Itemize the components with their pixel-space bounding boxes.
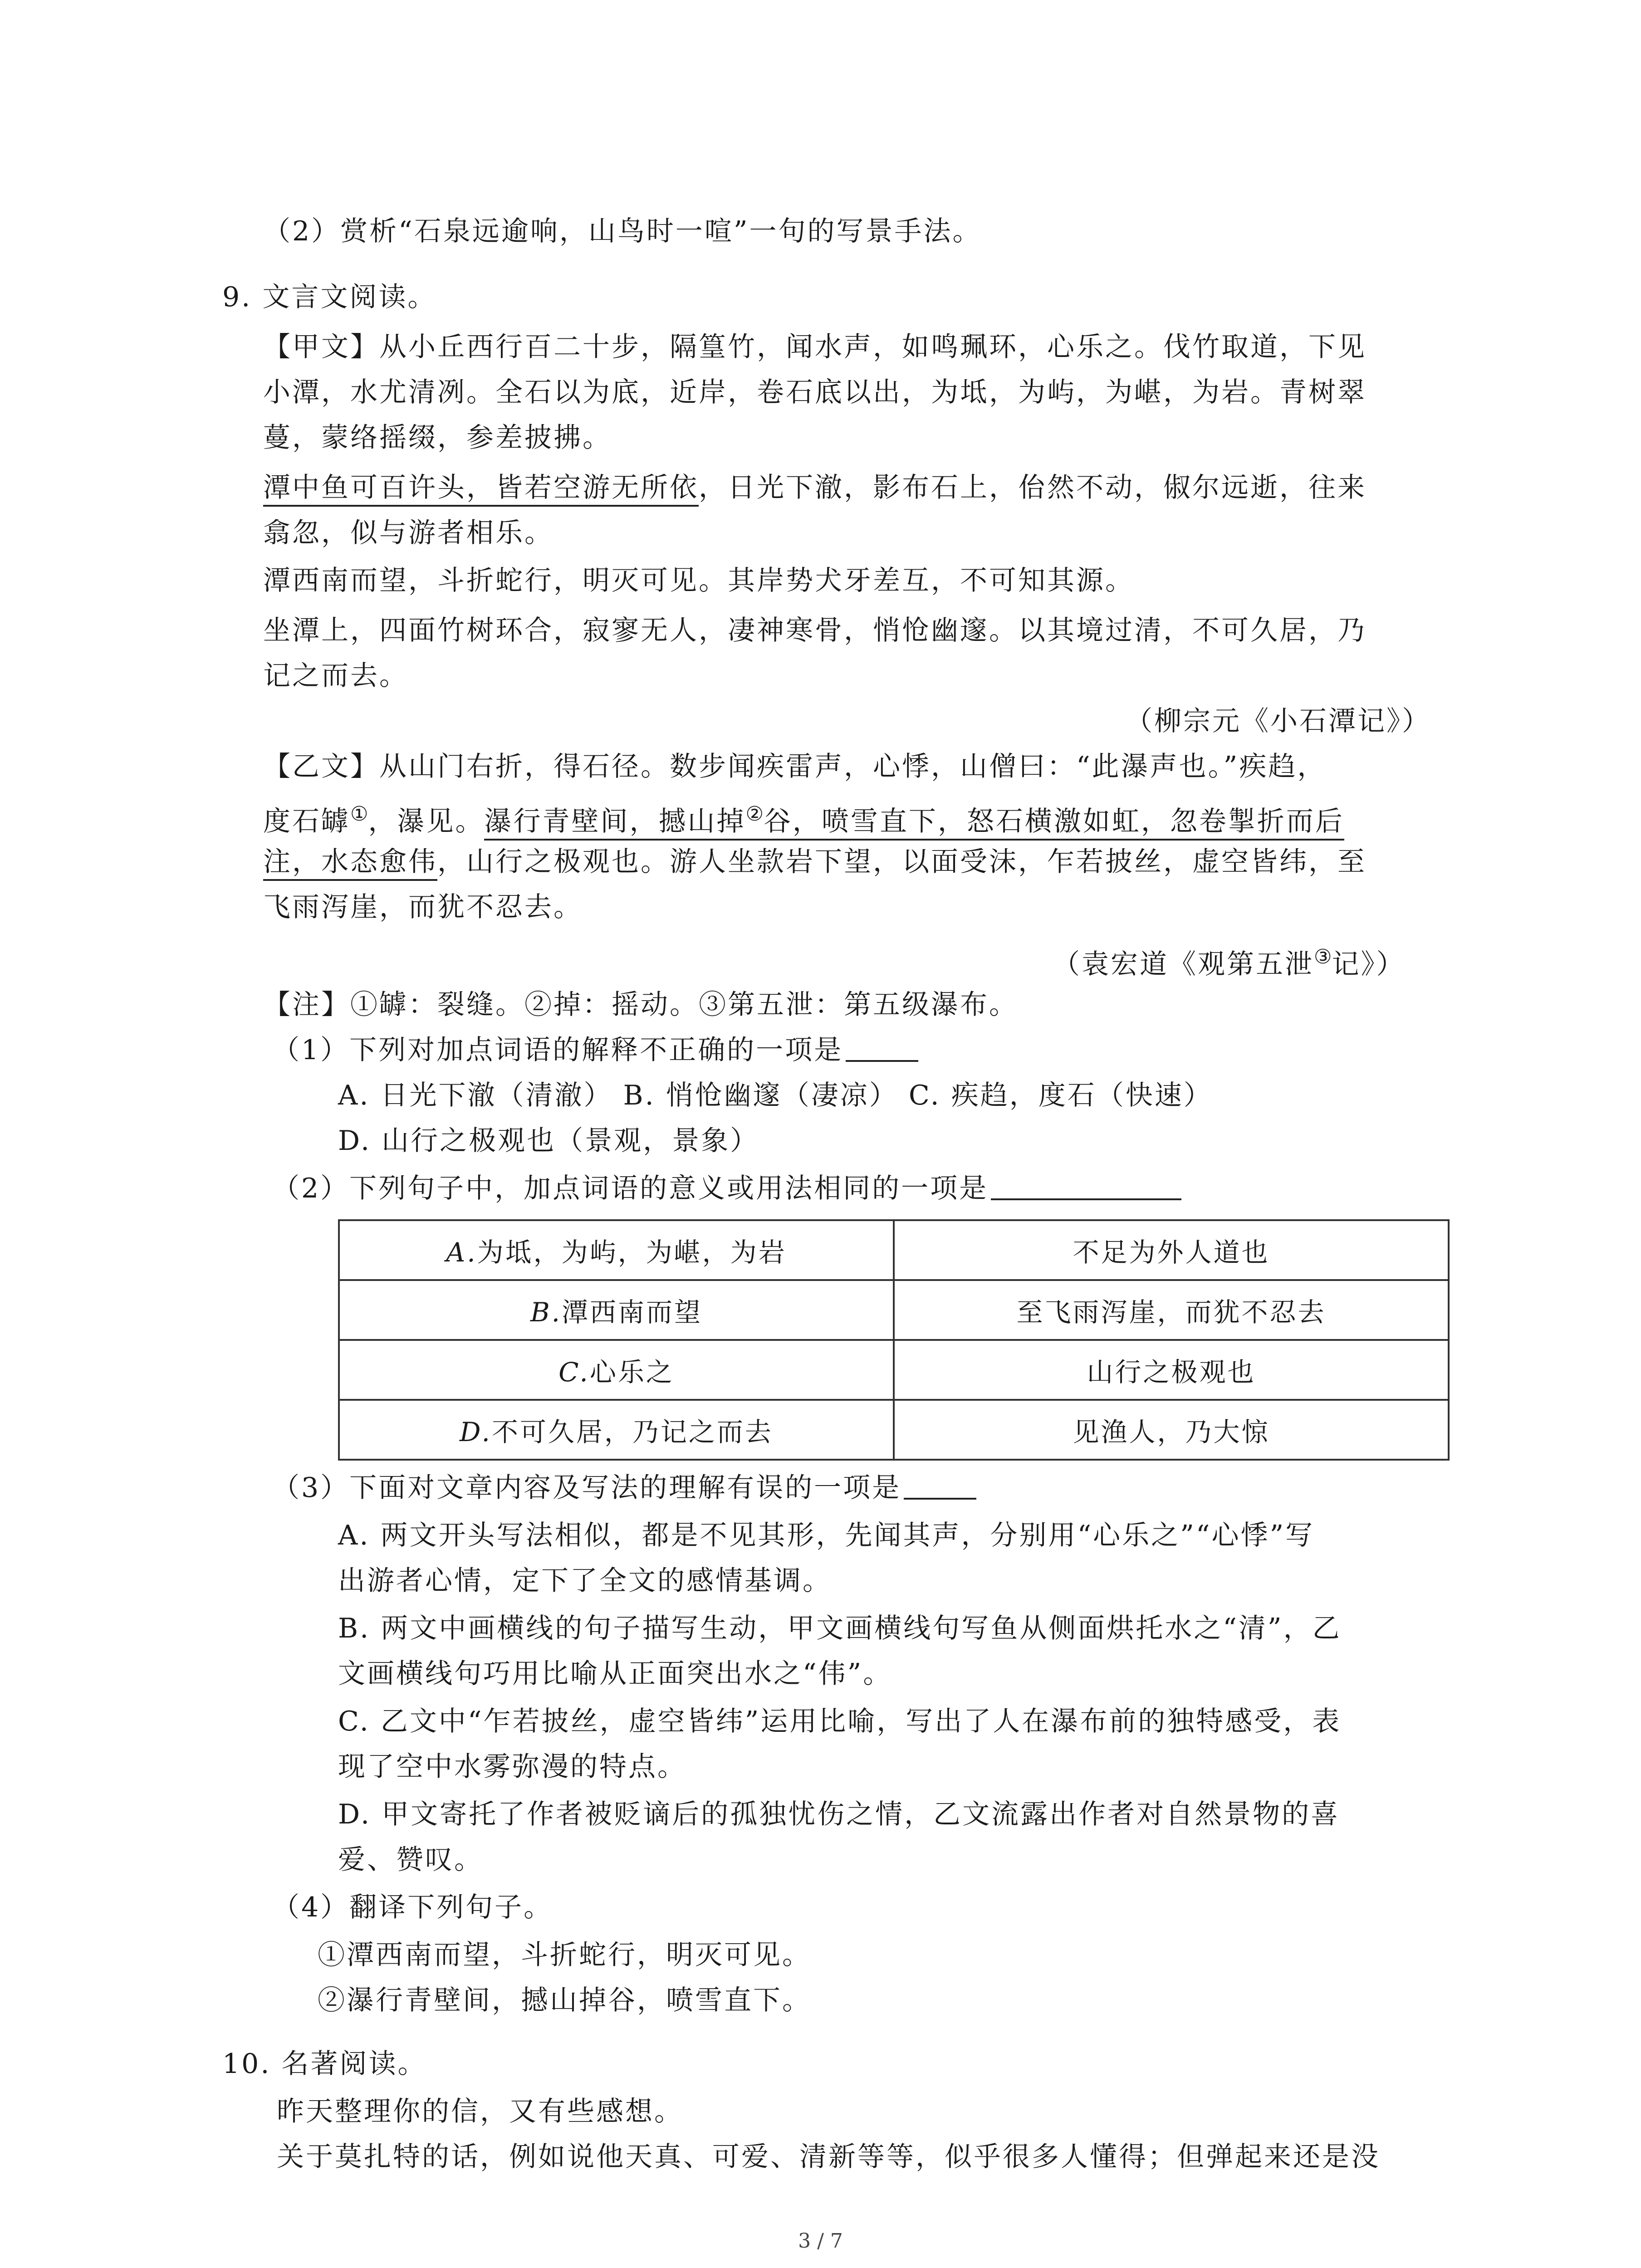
jia-line-5: 坐潭上，四面竹树环合，寂寥无人，凄神寒骨，悄怆幽邃。以其境过清，不可久居，乃	[263, 615, 1367, 646]
sub4-sentence-2: ②瀑行青壁间，撼山掉谷，喷雪直下。	[318, 1984, 811, 2016]
jia-line-4: 潭西南而望，斗折蛇行，明灭可见。其岸势犬牙差互，不可知其源。	[263, 565, 1134, 596]
sub1-options-1: A. 日光下澈（清澈） B. 悄怆幽邃（凄凉） C. 疾趋，度石（快速）	[338, 1080, 1213, 1111]
jia-underlined-sentence: 潭中鱼可百许头，皆若空游无所依	[263, 472, 699, 507]
yi-line-2	[263, 796, 1344, 840]
table-cell-left: B.潭西南而望	[339, 1280, 894, 1340]
note-marker-3: ③	[1314, 945, 1332, 968]
note-marker-2: ②	[745, 802, 764, 826]
jia-source: （柳宗元《小石潭记》）	[1125, 705, 1431, 737]
yi-line3-rest: ，山行之极观也。游人坐款岩下望，以面受沫，乍若披丝，虚空皆纬，至	[437, 846, 1367, 878]
q8-part2: （2）赏析“石泉远逾响，山鸟时一喧”一句的写景手法。	[263, 215, 982, 247]
jia-line-1: 【甲文】从小丘西行百二十步，隔篁竹，闻水声，如鸣珮环，心乐之。伐竹取道，下见	[263, 331, 1367, 363]
yi-underlined-sentence-b: 注，水态愈伟	[263, 846, 437, 881]
jia-line-2: 小潭，水尤清冽。全石以为底，近岸，卷石底以出，为坻，为屿，为嵁，为岩。青树翠	[263, 376, 1367, 408]
q9-title: 9. 文言文阅读。	[222, 281, 437, 313]
sub3-line: 出游者心情，定下了全文的感情基调。	[338, 1565, 832, 1597]
yi-line-4: 飞雨泻崖，而犹不忍去。	[263, 891, 583, 923]
jia-fish-cont: 翕忽，似与游者相乐。	[263, 517, 554, 549]
notes: 【注】①罅：裂缝。②掉：摇动。③第五泄：第五级瀑布。	[263, 989, 1018, 1021]
yi-line2-b: ，瀑见。	[368, 806, 485, 837]
sub1-options-2: D. 山行之极观也（景观，景象）	[338, 1125, 759, 1157]
table-cell-right: 山行之极观也	[894, 1340, 1449, 1400]
q10-line-1: 昨天整理你的信，又有些感想。	[277, 2096, 683, 2127]
answer-blank-2[interactable]	[991, 1171, 1181, 1200]
sub3-question: （3）下面对文章内容及写法的理解有误的一项是	[272, 1470, 976, 1506]
table-row	[339, 1280, 1449, 1340]
jia-fish-rest: ，日光下澈，影布石上，佁然不动，俶尔远逝，往来	[699, 472, 1367, 503]
jia-line-6: 记之而去。	[263, 660, 408, 692]
yi-source: （袁宏道《观第五泄③记》）	[1053, 945, 1406, 980]
q10-line-2: 关于莫扎特的话，例如说他天真、可爱、清新等等，似乎很多人懂得；但弹起来还是没	[277, 2141, 1380, 2173]
yi-line2-a: 度石罅	[263, 806, 350, 837]
table-cell-left: D.不可久居，乃记之而去	[339, 1400, 894, 1460]
yi-underlined-sentence-a: 瀑行青壁间，撼山掉②谷，喷雪直下，怒石横激如虹，忽卷掣折而后	[484, 806, 1344, 841]
answer-blank-1[interactable]	[846, 1033, 918, 1062]
sub3-line: 爱、赞叹。	[338, 1844, 483, 1876]
sub3-line: D. 甲文寄托了作者被贬谪后的孤独忧伤之情，乙文流露出作者对自然景物的喜	[338, 1799, 1340, 1830]
jia-line-3: 蔓，蒙络摇缀，参差披拂。	[263, 422, 612, 454]
sub4-question: （4）翻译下列句子。	[272, 1892, 553, 1923]
answer-blank-3[interactable]	[904, 1471, 976, 1500]
sub3-line: B. 两文中画横线的句子描写生动，甲文画横线句写鱼从侧面烘托水之“清”，乙	[338, 1613, 1342, 1644]
yi-line-1: 【乙文】从山门右折，得石径。数步闻疾雷声，心悸，山僧曰：“此瀑声也。”疾趋，	[263, 751, 1327, 782]
sub2-question: （2）下列句子中，加点词语的意义或用法相同的一项是	[272, 1170, 1181, 1207]
table-row	[339, 1220, 1449, 1280]
q10-title: 10. 名著阅读。	[222, 2048, 427, 2080]
sub4-sentence-1: ①潭西南而望，斗折蛇行，明灭可见。	[318, 1939, 811, 1971]
jia-fish-line	[263, 469, 1367, 506]
page-number: 3 / 7	[798, 2229, 843, 2253]
sub3-line: C. 乙文中“乍若披丝，虚空皆纬”运用比喻，写出了人在瀑布前的独特感受，表	[338, 1706, 1342, 1737]
table-row	[339, 1400, 1449, 1460]
table-cell-right: 见渔人，乃大惊	[894, 1400, 1449, 1460]
table-row	[339, 1340, 1449, 1400]
sub3-line: A. 两文开头写法相似，都是不见其形，先闻其声，分别用“心乐之”“心悸”写	[338, 1520, 1315, 1551]
table-cell-left: C.心乐之	[339, 1340, 894, 1400]
sub3-line: 文画横线句巧用比喻从正面突出水之“伟”。	[338, 1658, 892, 1690]
table-cell-left: A.为坻，为屿，为嵁，为岩	[339, 1220, 894, 1280]
table-cell-right: 至飞雨泻崖，而犹不忍去	[894, 1280, 1449, 1340]
comparison-table	[338, 1219, 1450, 1461]
table-cell-right: 不足为外人道也	[894, 1220, 1449, 1280]
sub3-line: 现了空中水雾弥漫的特点。	[338, 1751, 686, 1783]
sub1-question: （1）下列对加点词语的解释不正确的一项是	[272, 1032, 918, 1068]
yi-line-3	[263, 844, 1367, 880]
note-marker-1: ①	[350, 802, 368, 826]
